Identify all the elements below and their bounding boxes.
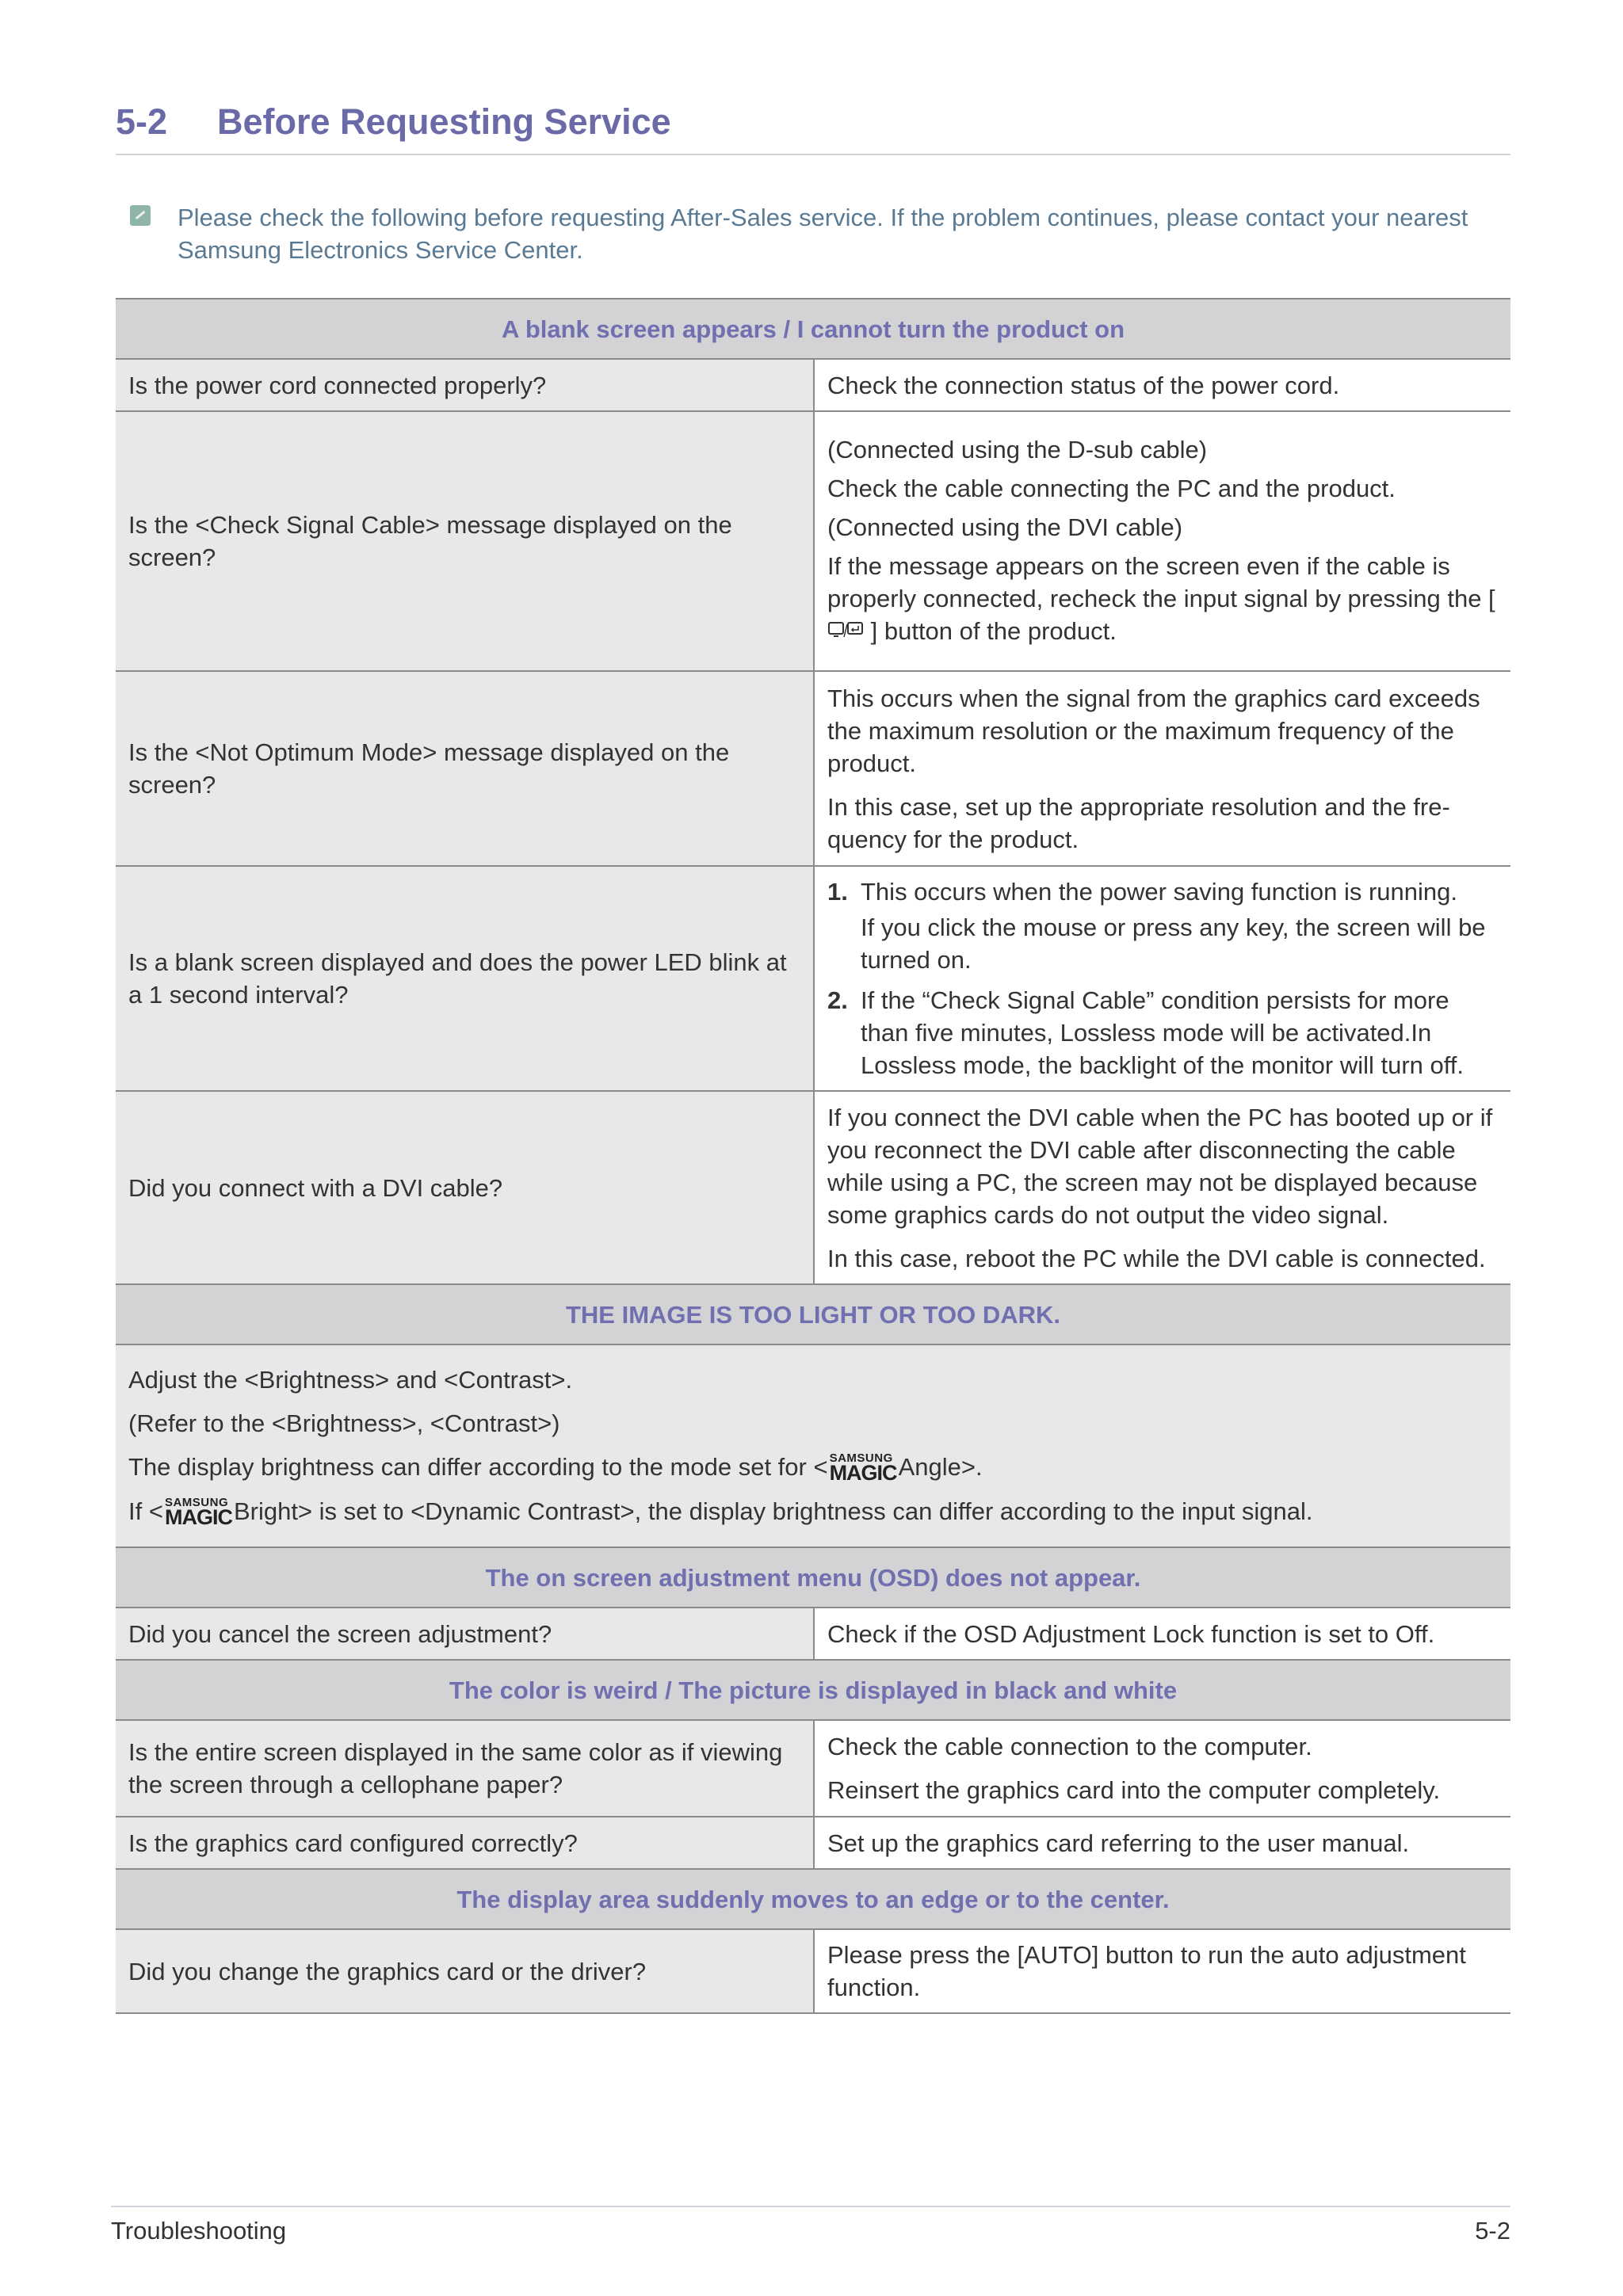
answer-cell: Set up the graphics card referring to the user manual. [814,1817,1510,1869]
samsung-magic-logo: SAMSUNG MAGIC [829,1451,897,1485]
table-row [116,866,1510,1091]
answer-line: If you connect the DVI cable when the PC has booted up or if you reconnect the DVI cable after disconnecting the cable while using a PC, the screen may not be displayed because some graphics cards do not output the video signal. [827,1103,1493,1229]
answer-cell: Please press the [AUTO] button to run the auto adjustment function. [814,1929,1510,2013]
table-row [116,1929,1510,2013]
table-row [116,411,1510,671]
answer-line: Adjust the <Brightness> and <Contrast>. [128,1366,573,1394]
answer-line: In this case, reboot the PC while the DVI cable is connected. [827,1244,1486,1272]
table-row [116,359,1510,411]
answer-line: (Connected using the DVI cable) [827,513,1183,541]
footer-chapter: Troubleshooting [111,2217,287,2245]
answer-cell [814,866,1510,1091]
section-header-blank-screen [116,299,1510,359]
answer-cell [814,671,1510,866]
section-title: The on screen adjustment menu (OSD) does not appear. [116,1547,1510,1608]
note-icon [130,205,151,226]
answer-cell: Check the connection status of the power cord. [814,359,1510,411]
answer-line: In this case, set up the appropriate resolution and the fre-quency for the product. [827,792,1450,853]
page-content [116,101,1510,2014]
section-header-display-area [116,1869,1510,1929]
page-footer [111,2206,1510,2245]
answer-cell [814,1720,1510,1817]
answer-cell: Check if the OSD Adjustment Lock function is set to Off. [814,1608,1510,1660]
table-row [116,1608,1510,1660]
numbered-list [827,875,1498,1081]
answer-line [128,1495,1498,1528]
section-number: 5-2 [116,101,168,142]
answer-text: If the message appears on the screen even if the cable is properly connected, recheck the input signal by pressing the [ [827,551,1495,612]
answer-text: ] button of the product. [870,616,1117,645]
section-title: A blank screen appears / I cannot turn the product on [116,299,1510,359]
answer-text: If < [128,1497,163,1525]
question-cell: Is the graphics card configured correctly? [116,1817,814,1869]
question-cell: Is the <Check Signal Cable> message displayed on the screen? [116,411,814,671]
section-title: THE IMAGE IS TOO LIGHT OR TOO DARK. [116,1284,1510,1344]
table-row [116,1817,1510,1869]
samsung-magic-logo: SAMSUNG MAGIC [164,1496,232,1529]
service-note [116,201,1510,266]
answer-line: This occurs when the signal from the graphics card exceeds the maximum resolution or the maximum frequency of the product. [827,684,1480,777]
question-cell: Is the entire screen displayed in the same color as if viewing the screen through a cellophane paper? [116,1720,814,1817]
list-item [827,875,1498,976]
page-title: Before Requesting Service [217,101,671,142]
question-cell: Did you cancel the screen adjustment? [116,1608,814,1660]
table-row [116,1344,1510,1547]
question-cell: Is the <Not Optimum Mode> message displayed on the screen? [116,671,814,866]
answer-line [827,550,1498,649]
answer-line: This occurs when the power saving function is running. [861,878,1458,906]
answer-line [128,1451,1498,1484]
answer-line: Check the cable connecting the PC and the product. [827,474,1396,502]
troubleshooting-table [116,298,1510,2014]
table-row [116,671,1510,866]
question-cell: Did you change the graphics card or the driver? [116,1929,814,2013]
section-header-light-dark [116,1284,1510,1344]
answer-line: (Refer to the <Brightness>, <Contrast>) [128,1409,560,1437]
answer-text: Angle>. [898,1453,983,1481]
full-width-cell [116,1344,1510,1547]
section-header-color [116,1660,1510,1720]
section-title: The display area suddenly moves to an edge or to the center. [116,1869,1510,1929]
answer-text: The display brightness can differ according to the mode set for < [128,1453,828,1481]
page-number: 5-2 [1475,2217,1510,2245]
question-cell: Did you connect with a DVI cable? [116,1091,814,1284]
answer-text: Bright> is set to <Dynamic Contrast>, the display brightness can differ according to the input signal. [233,1497,1313,1525]
answer-cell [814,1091,1510,1284]
list-number: 1. [827,878,848,906]
section-header-osd [116,1547,1510,1608]
table-row [116,1720,1510,1817]
list-item [827,984,1498,1081]
answer-line: (Connected using the D-sub cable) [827,435,1208,463]
answer-line: If you click the mouse or press any key, the screen will be turned on. [861,913,1486,974]
answer-cell [814,411,1510,671]
table-row [116,1091,1510,1284]
answer-line: Check the cable connection to the computer. [827,1733,1312,1760]
question-cell: Is the power cord connected properly? [116,359,814,411]
section-title: The color is weird / The picture is displayed in black and white [116,1660,1510,1720]
note-text: Please check the following before requesting After-Sales service. If the problem continues, please contact your nearest Samsung Electronics Service Center. [178,204,1468,264]
answer-line: If the “Check Signal Cable” condition persists for more than five minutes, Lossless mode will be activated.In Lossless mode, the backlight of the monitor will turn off. [861,986,1465,1079]
source-enter-icon [827,616,864,649]
section-heading [116,101,1510,155]
answer-line: Reinsert the graphics card into the computer completely. [827,1776,1441,1804]
question-cell: Is a blank screen displayed and does the power LED blink at a 1 second interval? [116,866,814,1091]
list-number: 2. [827,986,848,1014]
